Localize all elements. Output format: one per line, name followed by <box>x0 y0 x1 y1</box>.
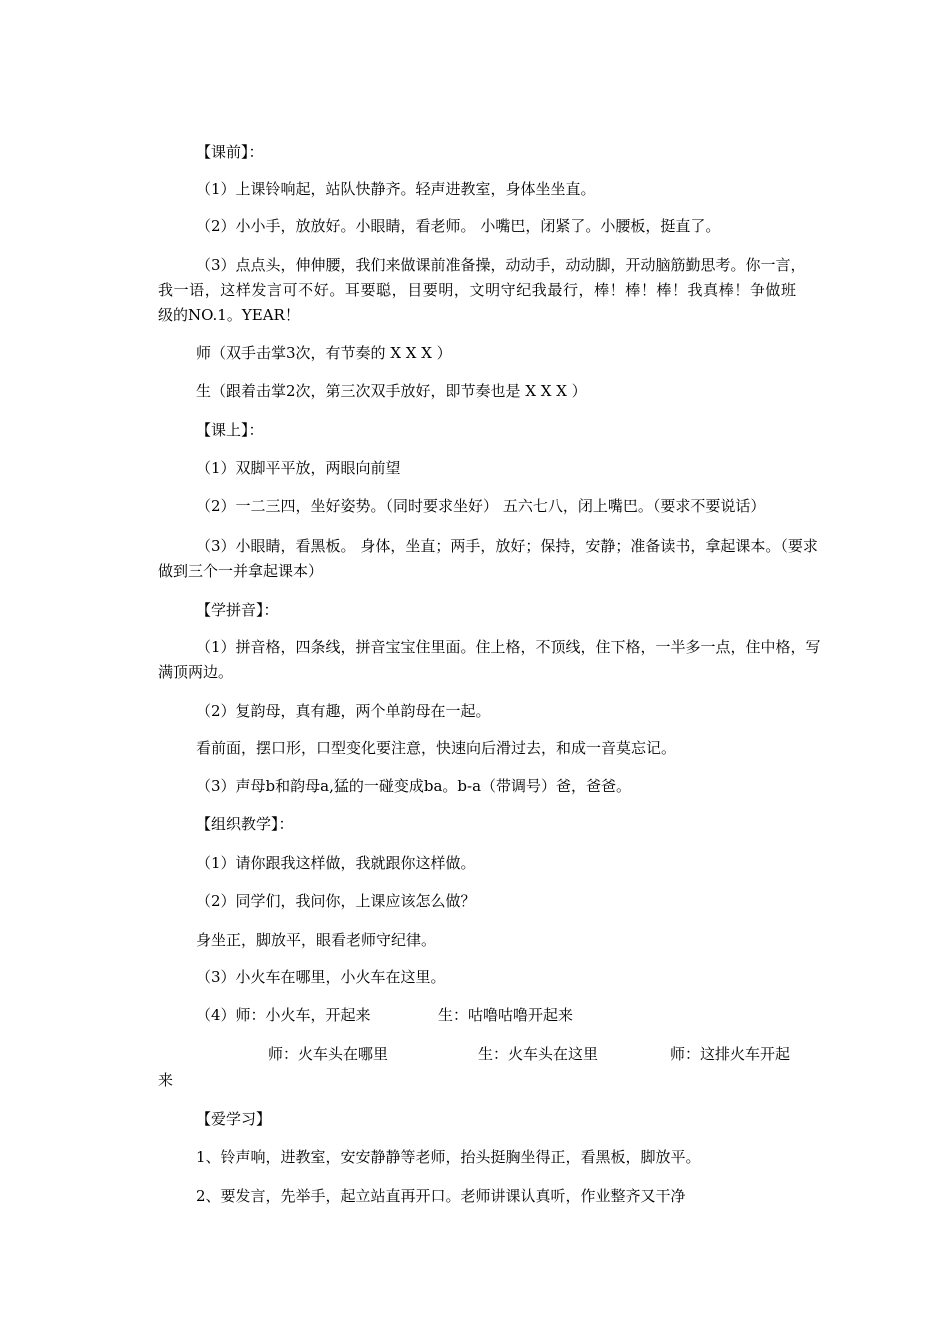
dialogue-teacher: （4）师：小火车，开起来 <box>196 1006 371 1024</box>
paragraph: 2、要发言，先举手，起立站直再开口。老师讲课认真听，作业整齐又干净 <box>196 1187 686 1205</box>
paragraph: （1）上课铃响起，站队快静齐。轻声进教室，身体坐坐直。 <box>196 180 596 198</box>
section-heading-love-learning: 【爱学习】 <box>196 1110 272 1128</box>
paragraph: （1）双脚平平放，两眼向前望 <box>196 459 401 477</box>
dialogue-student: 生：火车头在这里 <box>478 1045 599 1063</box>
paragraph: （1）请你跟我这样做，我就跟你这样做。 <box>196 854 476 872</box>
dialogue-student: 生：咕噜咕噜开起来 <box>438 1006 574 1024</box>
paragraph: （3）小眼睛，看黑板。 身体，坐直；两手，放好；保持，安静；准备读书，拿起课本。（要求 <box>196 537 818 555</box>
paragraph-continuation: 我一语，这样发言可不好。耳要聪，目要明，文明守纪我最行，棒！棒！棒！我真棒！争做班 <box>158 281 796 299</box>
paragraph: （2）同学们，我问你，上课应该怎么做？ <box>196 892 476 910</box>
paragraph: （1）拼音格，四条线，拼音宝宝住里面。住上格，不顶线，住下格，一半多一点，住中格，写 <box>196 638 821 656</box>
dialogue-teacher: 师：火车头在哪里 <box>268 1045 389 1063</box>
paragraph: 生（跟着击掌2次，第三次双手放好，即节奏也是 X X X ） <box>196 382 587 400</box>
section-heading-in-class: 【课上】： <box>196 421 264 439</box>
paragraph: 师（双手击掌3次，有节奏的 X X X ） <box>196 344 452 362</box>
paragraph-continuation: 满顶两边。 <box>158 663 234 681</box>
section-heading-organize-teaching: 【组织教学】： <box>196 815 294 833</box>
dialogue-teacher: 师：这排火车开起 <box>670 1045 791 1063</box>
paragraph: 1、铃声响，进教室，安安静静等老师，抬头挺胸坐得正，看黑板，脚放平。 <box>196 1148 701 1166</box>
paragraph: （2）一二三四，坐好姿势。（同时要求坐好） 五六七八，闭上嘴巴。（要求不要说话） <box>196 497 766 515</box>
paragraph-continuation: 做到三个一并拿起课本） <box>158 562 324 580</box>
paragraph-continuation: 来 <box>158 1071 174 1089</box>
paragraph: 看前面，摆口形，口型变化要注意，快速向后滑过去，和成一音莫忘记。 <box>196 739 677 757</box>
section-heading-before-class: 【课前】： <box>196 143 264 161</box>
paragraph: （2）小小手，放放好。小眼睛，看老师。 小嘴巴，闭紧了。小腰板，挺直了。 <box>196 217 721 235</box>
section-heading-pinyin: 【学拼音】： <box>196 601 279 619</box>
paragraph: 身坐正，脚放平，眼看老师守纪律。 <box>196 931 437 949</box>
paragraph: （2）复韵母，真有趣，两个单韵母在一起。 <box>196 702 491 720</box>
paragraph: （3）小火车在哪里，小火车在这里。 <box>196 968 446 986</box>
paragraph: （3）点点头，伸伸腰，我们来做课前准备操，动动手，动动脚，开动脑筋勤思考。你一言， <box>196 256 806 274</box>
paragraph-continuation: 级的NO.1。YEAR！ <box>158 306 300 324</box>
paragraph: （3）声母b和韵母a,猛的一碰变成ba。b-a（带调号）爸，爸爸。 <box>196 777 632 795</box>
